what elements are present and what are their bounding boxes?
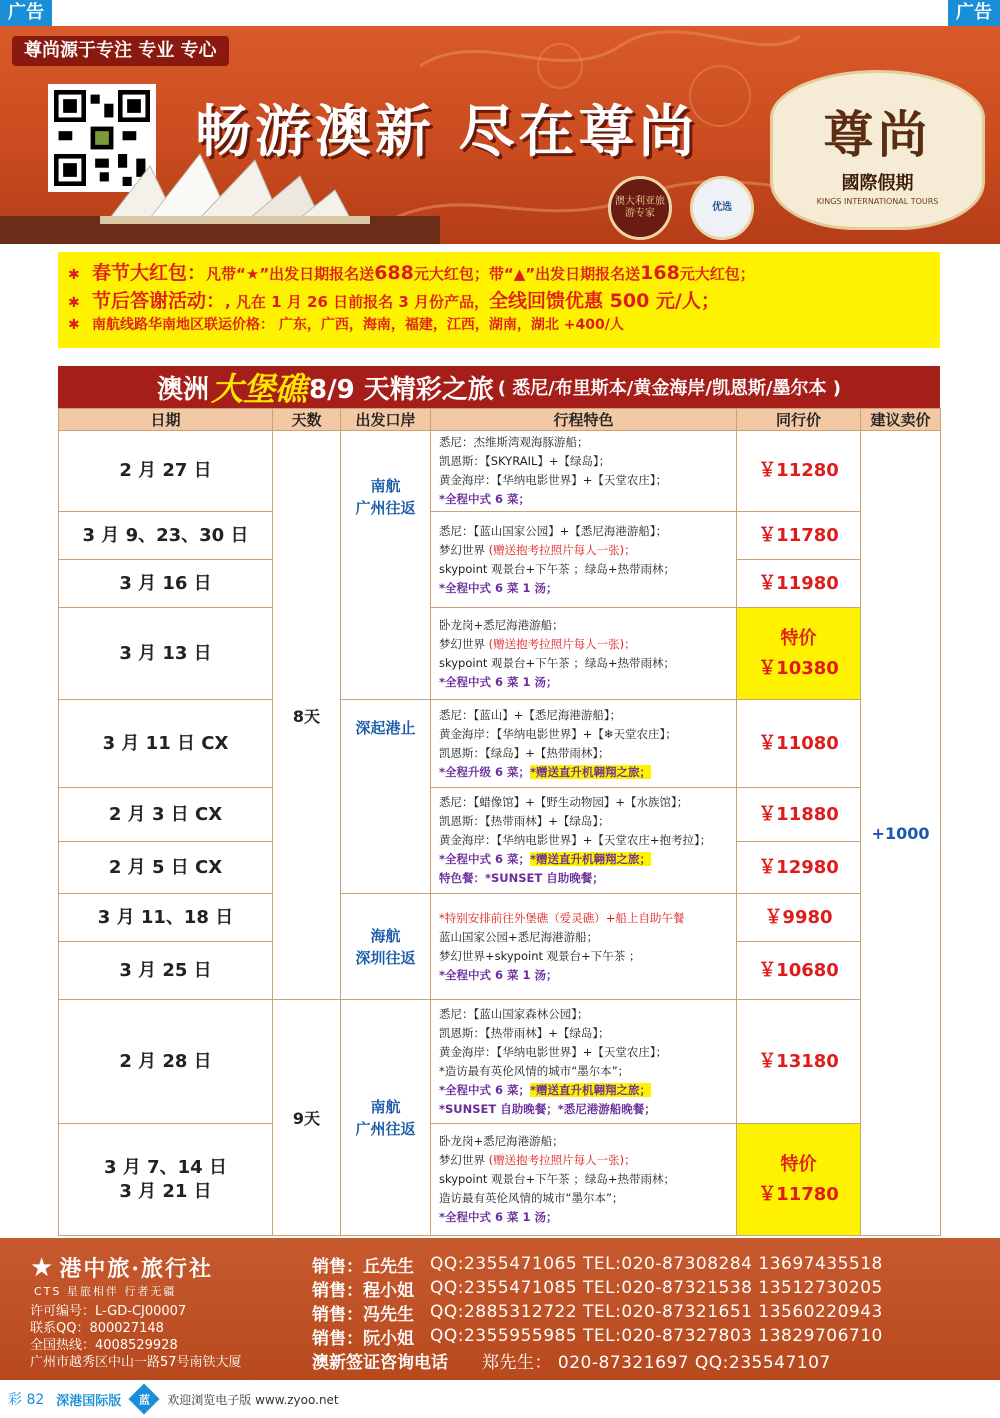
table-row [59,788,941,842]
star-icon: ✱ [68,317,80,333]
promo-text: 南航线路华南地区联运价格： 广东，广西，海南，福建，江西，湖南，湖北 +400/人 [92,317,624,333]
promo-amount: 688 [374,262,414,284]
promo-line-3 [68,314,930,342]
logo-en-text: KINGS INTERNATIONAL TOURS [816,196,939,206]
agency-brand [30,1252,242,1283]
ad-label-left: 广告 [0,0,52,26]
sales-contacts [312,1252,883,1372]
itinerary-line: 凯恩斯：【热带雨林】+【绿岛】； [439,1025,610,1040]
itinerary-line: *特别安排前往外堡礁（爱灵礁）+船上自助午餐 [439,910,685,925]
itinerary-line: 悉尼：【蜡像馆】+【野生动物园】+【水族馆】； [439,795,689,809]
agency-info [30,1252,242,1371]
itinerary-line: 蓝山国家公园+悉尼海港游船； [439,929,599,944]
table-row [59,608,941,700]
promo-line-1 [68,258,930,286]
date-cell: 3 月 11、18 日 [59,894,273,942]
special-price: 特价 ￥11780 [758,1153,839,1205]
page-footer [0,1380,1000,1418]
logo-main-text: 尊尚 [823,104,932,164]
agency-name: 港中旅·旅行社 [59,1256,213,1282]
itinerary-cell [431,512,737,608]
date-cell: 3 月 25 日 [59,942,273,1000]
itinerary-gift: (赠送抱考拉照片每人一张)； [488,542,636,557]
itinerary-line: 梦幻世界 [439,542,489,557]
price-cell: ￥13180 [737,1000,861,1124]
itinerary-line: *全程升级 6 菜； [439,764,531,779]
footer-contact [0,1238,1000,1380]
headline: 畅游澳新 尽在尊尚 [195,100,699,165]
opera-house-illustration [0,146,440,244]
itinerary-line: *全程中式 6 菜； [439,492,531,506]
port-cell [341,431,431,700]
itinerary-line: 梦幻世界+skypoint 观景台+下午茶 ； [439,948,641,963]
price-cell: ￥11080 [737,700,861,788]
slogan: 尊尚源于专注 专业 专心 [12,36,229,66]
table-row [59,512,941,560]
port-cell [341,1000,431,1236]
special-price-cell [737,608,861,700]
award-badge-2: 优选 [690,176,754,240]
header-itinerary: 行程特色 [431,409,737,431]
header-trade-price: 同行价 [737,409,861,431]
itinerary-line: 卧龙岗+悉尼海港游船； [439,617,564,632]
banner [0,26,1000,244]
tour-title [58,366,940,408]
title-cities: ( 悉尼/布里斯本/黄金海岸/凯恩斯/墨尔本 ) [497,378,842,399]
itinerary-line: 悉尼：【蓝山国家森林公园】； [439,1006,589,1021]
date-cell: 3 月 11 日 CX [59,700,273,788]
logo-sub-text: 國際假期 [841,172,914,194]
promo-text: 凡带“★”出发日期报名送 [206,265,375,283]
port-cell [341,700,431,894]
contact-value: QQ:2885312722 TEL:020-87321651 13560220943 [430,1302,883,1322]
header-suggest-price: 建议卖价 [861,409,941,431]
itinerary-cell [431,431,737,512]
agency-tagline: CTS 星旅相伴 行者无疆 [34,1285,177,1298]
itinerary-line: *全程中式 6 菜 1 汤； [439,674,558,689]
date-cell: 2 月 28 日 [59,1000,273,1124]
contact-label: 销售：阮小姐 [312,1328,414,1349]
itinerary-line: 凯恩斯：【绿岛】+【热带雨林】； [439,745,610,760]
itinerary-line: *SUNSET 自助晚餐；*悉尼港游船晚餐； [439,1101,656,1116]
itinerary-line: *全程中式 6 菜； [439,852,531,866]
itinerary-line: *全程中式 6 菜； [439,1082,531,1097]
contact-value: QQ:2355471065 TEL:020-87308284 13697435518 [430,1254,883,1274]
date-cell: 2 月 5 日 CX [59,842,273,894]
contact-row [312,1324,883,1348]
award-badge-1: 澳大利亚旅游专家 [608,176,672,240]
price-cell: ￥12980 [737,842,861,894]
address: 广州市越秀区中山一路57号南铁大厦 [30,1355,242,1370]
promo-text: 元大红包；带“▲”出发日期报名送 [413,265,641,283]
table-row [59,1124,941,1236]
days-cell: 9天 [273,1000,341,1236]
contact-row [312,1276,883,1300]
table-row [59,431,941,512]
itinerary-gift: (赠送抱考拉照片每人一张)； [488,1153,636,1167]
promo-text: 元大红包； [679,265,755,283]
itinerary-line: 凯恩斯：【热带雨林】+【绿岛】； [439,814,610,828]
price-cell: ￥11880 [737,788,861,842]
date-cell: 2 月 27 日 [59,431,273,512]
contact-label: 销售：丘先生 [312,1256,414,1277]
contact-label: 澳新签证咨询电话 [312,1352,448,1373]
itinerary-line: 卧龙岗+悉尼海港游船； [439,1134,564,1148]
contact-row [312,1348,883,1372]
promo-title-2: 节后答谢活动： [92,290,226,312]
header-port: 出发口岸 [341,409,431,431]
itinerary-cell [431,788,737,894]
itinerary-line: *全程中式 6 菜 1 汤； [439,1210,558,1224]
port-label: 南航 广州往返 [355,1097,416,1138]
tour-table [58,408,941,1236]
itinerary-line: 黄金海岸：【华纳电影世界】+【天堂农庄】； [439,1044,668,1059]
itinerary-line: 造访最有英伦风情的城市“墨尔本”； [439,1191,624,1205]
cts-star-icon: ★ [30,1252,54,1283]
date-label: 3 月 7、14 日 3 月 21 日 [104,1156,227,1202]
itinerary-line: 黄金海岸：【华纳电影世界】+【天堂农庄】； [439,473,668,487]
contact-value: QQ:2355471085 TEL:020-87321538 13512730205 [430,1278,883,1298]
itinerary-cell [431,1000,737,1124]
promo-line-2 [68,286,930,314]
itinerary-cell [431,1124,737,1236]
itinerary-cell [431,608,737,700]
special-price: 特价 ￥10380 [758,627,839,679]
itinerary-line: *全程中式 6 菜 1 汤； [439,967,558,982]
itinerary-line: 黄金海岸：【华纳电影世界】+【❄天堂农庄】； [439,726,677,741]
table-row [59,1000,941,1124]
date-cell [59,1124,273,1236]
price-cell: ￥9980 [737,894,861,942]
itinerary-line: 凯恩斯：【SKYRAIL】+【绿岛】； [439,454,611,468]
itinerary-highlight: *赠送直升机翱翔之旅； [530,764,652,779]
table-header [59,409,941,431]
promo-title-1: 春节大红包： [92,262,207,284]
agency-details [30,1303,242,1371]
page-number: 彩 82 [8,1392,45,1408]
contact-label: 销售：冯先生 [312,1304,414,1325]
itinerary-highlight: *赠送直升机翱翔之旅； [530,852,652,866]
header-days: 天数 [273,409,341,431]
itinerary-line: 悉尼：杰维斯湾观海豚游船； [439,435,589,449]
title-highlight: 大堡礁 [210,370,307,408]
port-label: 深起港止 [355,718,416,737]
suggest-price-cell: +1000 [861,431,941,1236]
promo-box [58,252,940,348]
website-link[interactable]: 欢迎浏览电子版 www.zyoo.net [167,1392,339,1407]
price-cell: ￥10680 [737,942,861,1000]
days-cell: 8天 [273,431,341,1000]
itinerary-highlight: *赠送直升机翱翔之旅； [530,1082,652,1097]
contact-row [312,1300,883,1324]
contact-label: 销售：程小姐 [312,1280,414,1301]
itinerary-line: *全程中式 6 菜 1 汤； [439,580,558,595]
date-cell: 3 月 9、23、30 日 [59,512,273,560]
edition-diamond-icon [129,1383,160,1414]
promo-text: , 凡在 1 月 26 日前报名 3 月份产品， [225,293,490,311]
date-cell: 3 月 16 日 [59,560,273,608]
ad-label-right: 广告 [948,0,1000,26]
star-icon: ✱ [68,267,80,283]
port-cell [341,894,431,1000]
contact-qq: 联系QQ：800027148 [30,1321,164,1336]
hotline: 全国热线：4008529928 [30,1338,178,1353]
title-part: 澳洲 [156,374,209,405]
header-date: 日期 [59,409,273,431]
edition-icon-text: 蓝 [138,1393,150,1406]
port-label: 南航 广州往返 [355,477,416,517]
edition-name: 深港国际版 [56,1393,122,1409]
itinerary-cell [431,700,737,788]
itinerary-line: 悉尼：【蓝山】+【悉尼海港游船】； [439,707,622,722]
date-cell: 3 月 13 日 [59,608,273,700]
itinerary-line: skypoint 观景台+下午茶 ；绿岛+热带雨林； [439,561,675,576]
title-part: 8/9 天精彩之旅 [309,374,494,405]
special-price-cell [737,1124,861,1236]
contact-value: QQ:2355955985 TEL:020-87327803 13829706710 [430,1326,883,1346]
date-cell: 2 月 3 日 CX [59,788,273,842]
price-cell: ￥11980 [737,560,861,608]
itinerary-line: 梦幻世界 [439,636,489,651]
port-label: 海航 深圳往返 [355,926,416,967]
license-number: 许可编号：L-GD-CJ00007 [30,1304,187,1319]
itinerary-line: 悉尼：【蓝山国家公园】+【悉尼海港游船】； [439,523,668,538]
star-icon: ✱ [68,295,80,311]
itinerary-line: *造访最有英伦风情的城市“墨尔本”； [439,1063,630,1078]
promo-discount: 全线回馈优惠 500 元/人； [489,290,720,312]
contact-row [312,1252,883,1276]
itinerary-line: 特色餐：*SUNSET 自助晚餐； [439,871,604,885]
brand-logo [770,70,985,230]
itinerary-line: 黄金海岸：【华纳电影世界】+【天堂农庄+抱考拉】； [439,833,712,847]
promo-amount: 168 [640,262,680,284]
itinerary-cell [431,894,737,1000]
itinerary-gift: (赠送抱考拉照片每人一张)； [488,636,636,651]
table-row [59,894,941,942]
price-cell: ￥11280 [737,431,861,512]
itinerary-line: skypoint 观景台+下午茶 ；绿岛+热带雨林； [439,1172,675,1186]
contact-value: 郑先生： 020-87321697 QQ:235547107 [482,1352,831,1373]
table-row [59,700,941,788]
itinerary-line: skypoint 观景台+下午茶 ；绿岛+热带雨林； [439,655,675,670]
price-cell: ￥11780 [737,512,861,560]
itinerary-line: 梦幻世界 [439,1153,489,1167]
